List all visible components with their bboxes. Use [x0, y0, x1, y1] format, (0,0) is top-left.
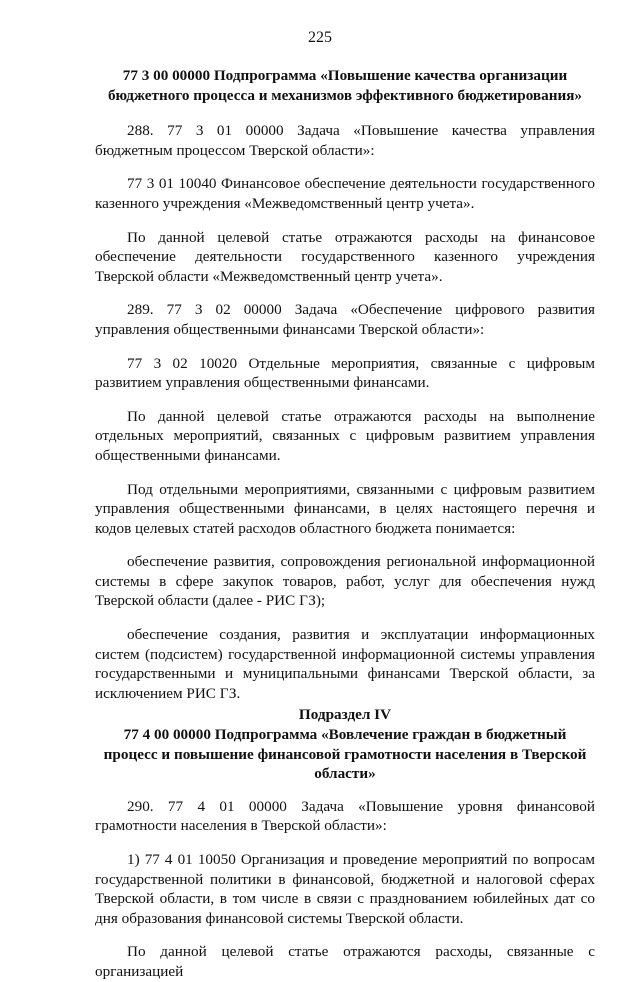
task-288-paragraph: 288. 77 3 01 00000 Задача «Повышение качества управления бюджетным процессом Тверской области»:	[95, 122, 595, 159]
article-description-paragraph: По данной целевой статье отражаются расходы на выполнение отдельных мероприятий, связанных с цифровым развитием управления общественными финансами.	[95, 407, 595, 464]
task-290-paragraph: 290. 77 4 01 00000 Задача «Повышение уровня финансовой грамотности населения в Тверской области»:	[95, 797, 595, 835]
definition-paragraph: Под отдельными мероприятиями, связанными с цифровым развитием управления общественными финансами, в целях настоящего перечня и кодов целевых статей расходов областного бюджета понимается:	[95, 480, 595, 537]
page-content	[95, 66, 595, 982]
list-item-paragraph: обеспечение создания, развития и эксплуатации информационных систем (подсистем) государственной информационной системы управления государственными и муниципальными финансами Тверской области, за исключением РИС ГЗ.	[95, 626, 595, 702]
target-article-77-3-01-10040: 77 3 01 10040 Финансовое обеспечение деятельности государственного казенного учреждения «Межведомственный центр учета».	[95, 175, 595, 212]
page-number: 225	[308, 29, 332, 46]
article-description-paragraph: По данной целевой статье отражаются расходы на финансовое обеспечение деятельности государственного казенного учреждения Тверской области «Межведомственный центр учета».	[95, 228, 595, 285]
task-289-paragraph: 289. 77 3 02 00000 Задача «Обеспечение цифрового развития управления общественными финансами Тверской области»:	[95, 301, 595, 338]
subprogram-heading-3: 77 3 00 00000 Подпрограмма «Повышение качества организации бюджетного процесса и механизмов эффективного бюджетирования»	[107, 67, 583, 104]
list-item-paragraph: обеспечение развития, сопровождения региональной информационной системы в сфере закупок товаров, работ, услуг для обеспечения нужд Тверской области (далее - РИС ГЗ);	[95, 553, 595, 610]
subsection-heading: Подраздел IV	[298, 706, 392, 724]
subprogram-heading-4: 77 4 00 00000 Подпрограмма «Вовлечение граждан в бюджетный процесс и повышение финансовой грамотности населения в Тверской области»	[103, 726, 587, 783]
target-article-77-4-01-10050: 1) 77 4 01 10050 Организация и проведение мероприятий по вопросам государственной политики в финансовой, бюджетной и налоговой сферах Тверской области, в том числе в связи с празднованием юбилейных дат со дня образования финансовой системы Тверской области.	[95, 851, 595, 927]
target-article-77-3-02-10020: 77 3 02 10020 Отдельные мероприятия, связанные с цифровым развитием управления общественными финансами.	[95, 354, 595, 392]
article-description-paragraph: По данной целевой статье отражаются расходы, связанные с организацией	[95, 943, 595, 980]
